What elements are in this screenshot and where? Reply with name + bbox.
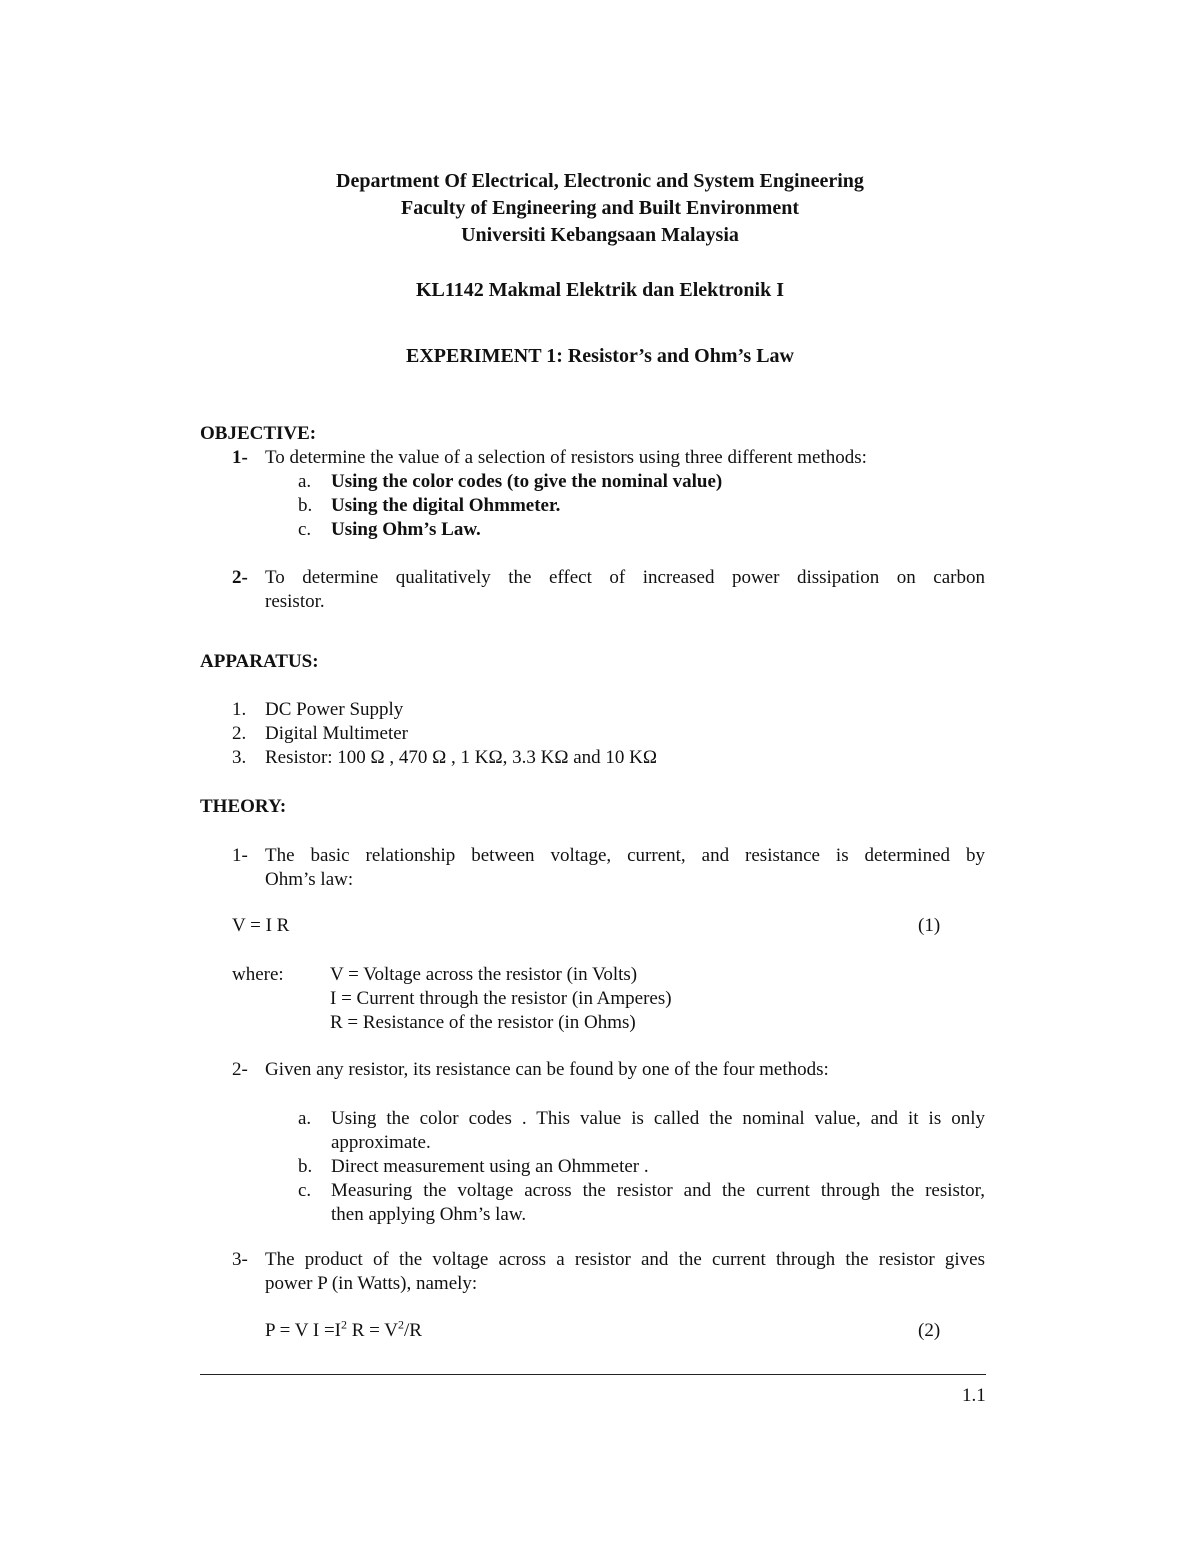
equation-2-part: P = V I =I	[265, 1320, 341, 1341]
theory-sub-c-text: Measuring the voltage across the resistor and the current through the resistor,	[331, 1180, 985, 1201]
objective-2-text-cont: resistor.	[265, 591, 325, 612]
department-title: Department Of Electrical, Electronic and System Engineering	[336, 170, 864, 192]
theory-sub-a-label: a.	[298, 1108, 312, 1129]
objective-sub-a-label: a.	[298, 471, 312, 492]
experiment-title: EXPERIMENT 1: Resistor’s and Ohm’s Law	[406, 345, 794, 367]
objective-sub-c-text: Using Ohm’s Law.	[331, 519, 481, 540]
university-title: Universiti Kebangsaan Malaysia	[461, 224, 739, 246]
where-item: I = Current through the resistor (in Amperes)	[330, 988, 672, 1009]
where-item: V = Voltage across the resistor (in Volts)	[330, 964, 638, 985]
theory-sub-a-text-cont: approximate.	[331, 1132, 431, 1153]
equation-1-number: (1)	[918, 915, 941, 936]
equation-2-number: (2)	[918, 1320, 941, 1341]
theory-sub-b-text: Direct measurement using an Ohmmeter .	[331, 1156, 649, 1177]
where-label: where:	[232, 964, 284, 985]
equation-2-part: /R	[404, 1320, 422, 1341]
theory-3-text-cont: power P (in Watts), namely:	[265, 1273, 478, 1294]
equation-2-exponent: 2	[340, 1317, 347, 1332]
theory-1-number: 1-	[232, 845, 248, 866]
objective-1-text: To determine the value of a selection of resistors using three different methods:	[265, 447, 867, 468]
apparatus-item-number: 3.	[232, 747, 247, 768]
equation-2-part: R = V	[346, 1320, 399, 1341]
objective-2-number: 2-	[232, 567, 248, 588]
apparatus-item-text: DC Power Supply	[265, 699, 404, 720]
equation-1: V = I R	[232, 915, 290, 936]
theory-sub-a-text: Using the color codes . This value is called the nominal value, and it is only	[331, 1108, 985, 1129]
theory-sub-c-text-cont: then applying Ohm’s law.	[331, 1204, 527, 1225]
apparatus-item-text: Digital Multimeter	[265, 723, 409, 744]
theory-2-text: Given any resistor, its resistance can be found by one of the four methods:	[265, 1059, 829, 1080]
objective-1-number: 1-	[232, 447, 248, 468]
theory-sub-c-label: c.	[298, 1180, 312, 1201]
theory-3-text: The product of the voltage across a resistor and the current through the resistor gives	[265, 1249, 985, 1270]
theory-2-number: 2-	[232, 1059, 248, 1080]
apparatus-item-number: 2.	[232, 723, 247, 744]
objective-sub-a-text: Using the color codes (to give the nominal value)	[331, 471, 723, 492]
apparatus-item-text: Resistor: 100 Ω , 470 Ω , 1 KΩ, 3.3 KΩ and 10 KΩ	[265, 747, 658, 768]
objective-2-text: To determine qualitatively the effect of increased power dissipation on carbon	[265, 567, 985, 588]
theory-sub-b-label: b.	[298, 1156, 313, 1177]
theory-1-text-cont: Ohm’s law:	[265, 869, 354, 890]
equation-2-exponent: 2	[398, 1317, 405, 1332]
objective-heading: OBJECTIVE:	[200, 423, 317, 444]
apparatus-item-number: 1.	[232, 699, 247, 720]
page-number: 1.1	[962, 1385, 986, 1406]
footer-rule	[200, 1374, 986, 1375]
course-title: KL1142 Makmal Elektrik dan Elektronik I	[415, 279, 785, 301]
theory-3-number: 3-	[232, 1249, 248, 1270]
objective-sub-b-label: b.	[298, 495, 313, 516]
objective-sub-c-label: c.	[298, 519, 312, 540]
faculty-title: Faculty of Engineering and Built Environment	[400, 197, 799, 219]
equation-2	[265, 1317, 422, 1342]
apparatus-heading: APPARATUS:	[200, 651, 319, 672]
where-item: R = Resistance of the resistor (in Ohms)	[330, 1012, 636, 1033]
theory-heading: THEORY:	[200, 796, 287, 817]
theory-1-text: The basic relationship between voltage, current, and resistance is determined by	[265, 845, 985, 866]
objective-sub-b-text: Using the digital Ohmmeter.	[331, 495, 561, 516]
